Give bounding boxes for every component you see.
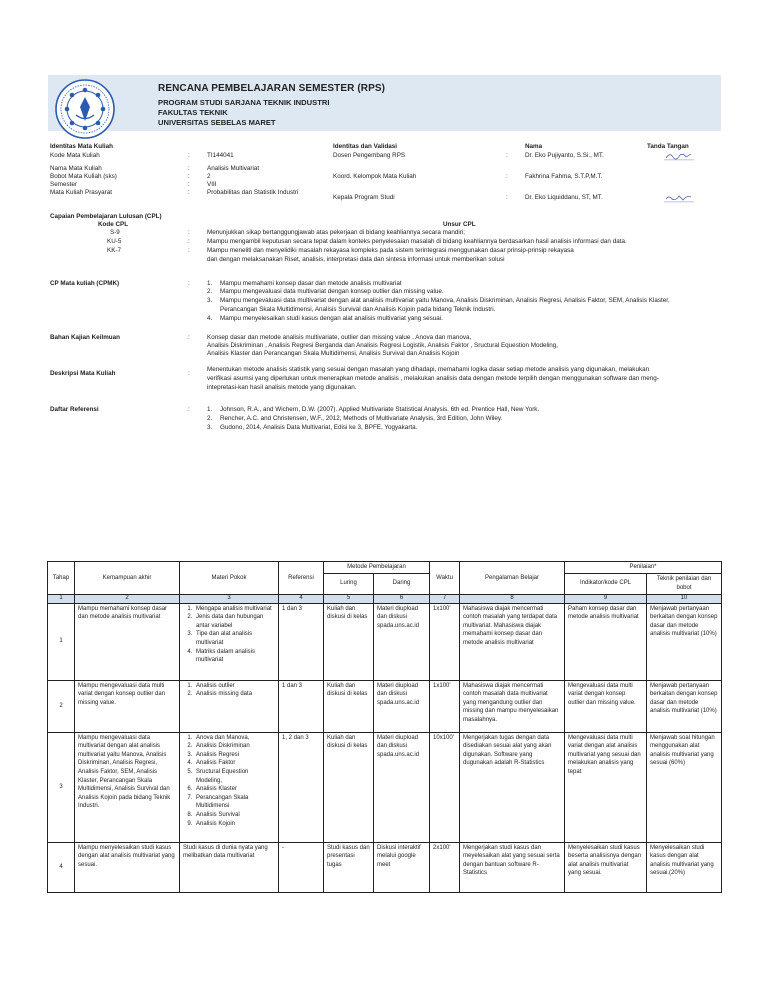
row-indikator: Mengevaluasi data multi variat dengan konsep outlier dan missing value. [565,680,647,732]
identity-label: Nama Mata Kuliah [50,165,102,172]
identity-value: TI144041 [207,152,234,159]
column-number: 8 [460,594,565,603]
row-teknik: Menjawab pertanyaan berkaitan dengan konsep dasar dan metode analisis multivariat (10%) [647,603,722,680]
row-daring: Diskusi interaktif melalui google meet [374,842,430,892]
identity-value: VIII [207,181,217,188]
materi-item: 2. Analisis missing data [194,690,275,699]
header-tahap: Tahap [48,562,75,595]
identity-label: Mata Kuliah Prasyarat [50,189,112,196]
cpmk-title: CP Mata kuliah (CPMK) [50,280,120,287]
cpl-text: Mampu mengambil keputusan secara tepat dalam konteks penyelesaian masalah di bidang keahliannya berdasarkan hasil analisis informasi dan data. [207,238,627,245]
row-kemampuan: Mampu mengevaluasi data multivariat dengan alat analisis multivariat yaitu Manova, Analisis Diskriminan, Analisis Regresi, Analisis Faktor, SEM, Analisis Klaster, Perancangan Skala Multidimensi, Analisis Survival dan Analisis Kojoin pada bidang Teknik Industri. [75,732,180,842]
deskripsi-line: verifikasi asumsi yang diperlukan untuk menerapkan metode analisis , melakukan analisis data dengan metode terpilih dengan menggunakan software dan meng- [207,375,659,382]
row-indikator: Menyelesaikan studi kasus beserta analisisnya dengan alat analisis multivariat yang sesuai. [565,842,647,892]
header-luring: Luring [324,573,374,594]
referensi-item: Johnson, R.A., and Wichern, D.W. (2007). Applied Multivariate Statistical Analysis. 6th ed. Prentice Hall, New York. [220,406,540,413]
row-referensi: - [279,842,324,892]
row-luring: Kuliah dan diskusi di kelas [324,680,374,732]
validation-name: Fakhrina Fahma, S.T.P,M.T. [525,173,603,180]
row-waktu: 10x100' [430,732,460,842]
table-row [48,842,722,892]
identity-label: Semester [50,181,77,188]
referensi-sep: : [188,406,190,413]
cpl-text: Menunjukkan sikap bertanggungjawab atas pekerjaan di bidang keahliannya secara mandiri; [207,229,465,236]
referensi-num: 3. [207,424,213,431]
university-seal-logo [54,78,116,140]
cpmk-num: 4. [207,315,213,322]
cpmk-item: Mampu menyelesaikan studi kasus dengan alat analisis multivariat yang sesuai. [220,315,443,322]
header-pengalaman: Pengalaman Belajar [460,562,565,595]
university-name: UNIVERSITAS SEBELAS MARET [158,118,276,127]
cpmk-num: 1. [207,280,213,287]
row-materi [180,680,279,732]
referensi-item: Rencher, A.C. and Christensen, W.F., 2012, Methods of Multivariate Analysis, 3rd Edition, John Wiley. [220,415,503,422]
row-pengalaman: Mengerjakan studi kasus dan meyelesaikan alat yang sesuai serta dengan bantuan software R-Statistics [460,842,565,892]
identity-value: Probabilitas dan Statistik Industri [207,189,299,196]
cpl-unsur-header: Unsur CPL [443,221,476,228]
cpmk-item-cont: Perancangan Skala Multidimensi, Analisis Survival dan Analisis Kojoin pada bidang Teknik Industri. [220,306,496,313]
header-waktu: Waktu [430,562,460,595]
identity-value: 2 [207,173,211,180]
cpl-section-title: Capaian Pembelajaran Lulusan (CPL) [50,213,162,220]
materi-item: 2. Jenis data dan hubungan antar variabel [194,613,275,630]
signature-header: Tanda Tangan [647,143,689,150]
row-pengalaman: Mahasiswa diajak mencermati contoh masalah data multivariat yang mengandung outlier dan missing dan mampu menyelesaikan masalahnya. [460,680,565,732]
row-luring: Kuliah dan diskusi di kelas [324,732,374,842]
row-tahap: 4 [48,842,75,892]
cpmk-item: Mampu mengevaluasi data multivariat dengan alat analisis multivariat yaitu Manova, Analisis Diskriminan, Analisis Regresi, Analisis Faktor, SEM, Analisis Klaster, [220,297,670,304]
header-referensi: Referensi [279,562,324,595]
cpl-text-cont: dan dengan melaksanakan Riset, analisis, interpretasi data dan sintesa informasi untuk memberikan solusi [207,256,505,263]
materi-item: 4. Matriks dalam analisis multivariat [194,648,275,665]
cpmk-num: 3. [207,297,213,304]
row-tahap: 2 [48,680,75,732]
row-kemampuan: Mampu memahami konsep dasar dan metode analisis multivariat [75,603,180,680]
cpl-code: KK-7 [107,247,121,254]
header-materi: Materi Pokok [180,562,279,595]
column-number: 2 [75,594,180,603]
cpl-sep: : [188,229,190,236]
row-teknik: Menyelesaikan studi kasus dengan alat analisis multivariat yang sesuai.(20%) [647,842,722,892]
header-metode: Metode Pembelajaran [324,562,430,574]
cpl-code: KU-5 [107,238,122,245]
row-teknik: Menjawab pertanyaan berkaitan dengan konsep dasar dan metode analisis multivariat (10%) [647,680,722,732]
row-materi [180,603,279,680]
row-waktu: 1x100' [430,603,460,680]
identity-value: Analisis Multivariat [207,165,260,172]
materi-item: 1. Anova dan Manova, [194,734,275,743]
rps-schedule-table [47,561,722,893]
row-tahap: 1 [48,603,75,680]
cpmk-item: Mampu mengevaluasi data multivariat dengan konsep outlier dan missing value. [220,288,444,295]
row-daring: Materi diupload dan diskusi spada.uns.ac.id [374,732,430,842]
validation-role: Koord. Kelompok Mata Kuliah [333,173,417,180]
column-number: 9 [565,594,647,603]
row-indikator: Mengevaluasi data multi variat dengan alat analisis multivariat yang sesuai dan melakukan analisis yang tepat [565,732,647,842]
row-referensi: 1, 2 dan 3 [279,732,324,842]
materi-item: 1. Mengapa analisis multivariat [194,605,275,614]
identity-label: Bobot Mata Kuliah (sks) [50,173,117,180]
signature-image [664,151,694,161]
materi-item: 8. Analisis Survival [194,811,275,820]
identity-sep: : [188,165,190,172]
referensi-num: 2. [207,415,213,422]
column-number-row [48,594,722,603]
row-pengalaman: Mengerjakan tugas dengan data disediakan sesuai alat yang akan digunakan. Software yang dugunakan adalah R-Statistics [460,732,565,842]
bahan-line: Konsep dasar dan metode analisis multivariate, outlier dan missing value , Anova dan manova, [207,334,472,341]
validation-name: Dr. Eko Pujiyanto, S.Si., MT. [525,152,604,159]
materi-item: 1. Analisis outlier [194,682,275,691]
validation-name: Dr. Eko Liquiddanu, ST, MT. [525,194,603,201]
materi-item: 5. Sructural Equestion Modeling, [194,768,275,785]
row-waktu: 1x100' [430,680,460,732]
cpl-code: S-9 [110,229,120,236]
name-header: Nama [525,143,543,150]
table-row [48,603,722,680]
validation-role: Dosen Pengembang RPS [333,152,406,159]
cpl-text: Mampu meneliti dan menyelidiki masalah rekayasa kompleks pada sistem terintegrasi menggunakan dasar prinsip-prinsip rekayasa [207,247,574,254]
faculty-name: FAKULTAS TEKNIK [158,108,228,117]
table-row [48,680,722,732]
row-daring: Materi diupload dan diskusi spada.uns.ac.id [374,680,430,732]
referensi-num: 1. [207,406,213,413]
row-waktu: 2x100' [430,842,460,892]
document-title: RENCANA PEMBELAJARAN SEMESTER (RPS) [158,83,386,94]
validation-sep: : [506,152,508,159]
column-number: 6 [374,594,430,603]
column-number: 10 [647,594,722,603]
row-indikator: Paham konsep dasar dan metode analisis multivariat [565,603,647,680]
header-daring: Daring [374,573,430,594]
column-number: 3 [180,594,279,603]
validation-sep: : [506,194,508,201]
row-daring: Materi diupload dan diskusi spada.uns.ac.id [374,603,430,680]
row-luring: Studi kasus dan presentasi tugas [324,842,374,892]
identity-sep: : [188,181,190,188]
program-name: PROGRAM STUDI SARJANA TEKNIK INDUSTRI [158,98,330,107]
header-kemampuan: Kemampuan akhir [75,562,180,595]
identity-sep: : [188,189,190,196]
cpl-sep: : [188,247,190,254]
materi-item: 4. Analisis Faktor [194,759,275,768]
validation-role: Kepala Program Studi [333,194,395,201]
row-luring: Kuliah dan diskusi di kelas [324,603,374,680]
cpmk-sep: : [188,280,190,287]
row-referensi: 1 dan 3 [279,680,324,732]
deskripsi-sep: : [188,370,190,377]
referensi-title: Daftar Referensi [50,406,99,413]
row-referensi: 1 dan 3 [279,603,324,680]
referensi-item: Gudono, 2014, Analisis Data Multivariat, Edisi ke 3, BPFE, Yogyakarta. [220,424,418,431]
materi-item: 6. Analisis Klaster [194,785,275,794]
bahan-line: Analisis Klaster dan Perancangan Skala Multidimensi, Analisis Survival dan Analisis Kojoin [207,350,460,357]
row-kemampuan: Mampu mengevaluasi data multi variat dengan konsep outlier dan missing value. [75,680,180,732]
row-teknik: Menjawab soal hitungan menggunakan alat analisis multivariat yang sesuai (60%) [647,732,722,842]
materi-item: 7. Perancangan Skala Multidimensi [194,794,275,811]
cpl-code-header: Kode CPL [98,221,129,228]
row-materi: Studi kasus di dunia nyata yang melibatkan data multivariat [180,842,279,892]
identity-sep: : [188,152,190,159]
column-number: 4 [279,594,324,603]
row-kemampuan: Mampu menyelesaikan studi kasus dengan alat analisis multivariat yang sesuai. [75,842,180,892]
signature-image [664,193,694,203]
materi-item: 9. Analisis Kojoin [194,820,275,829]
bahan-sep: : [188,334,190,341]
row-materi [180,732,279,842]
column-number: 5 [324,594,374,603]
identity-section-title: Identitas Mata Kuliah [50,143,113,150]
column-number: 7 [430,594,460,603]
validation-sep: : [506,173,508,180]
header-indikator: Indikator/kode CPL [565,573,647,594]
table-row [48,732,722,842]
bahan-title: Bahan Kajian Keilmuan [50,334,120,341]
header-penilaian: Penilaian* [565,562,722,574]
deskripsi-line: Menentukan metode analisis statistik yang sesuai dengan masalah yang dihadapi, memahami logika dasar setiap metode analisis yang digunakan, melakukan [207,366,650,373]
bahan-line: Analisis Diskriminan , Analisis Regresi Berganda dan Analisis Regresi Logistik, Analisis Faktor , Sructural Equestion Modeling, [207,342,559,349]
materi-item: 3. Tipe dan alat analisis multivariat [194,630,275,647]
validation-section-title: Identitas dan Validasi [333,143,398,150]
header-teknik: Teknik penilaian dan bobot [647,573,722,594]
identity-sep: : [188,173,190,180]
column-number: 1 [48,594,75,603]
materi-item: 2. Analisis Diskriminan [194,742,275,751]
cpmk-num: 2. [207,288,213,295]
identity-label: Kode Mata Kuliah [50,152,100,159]
row-pengalaman: Mahasiswa diajak mencermati contoh masalah yang terdapat data multivariat. Mahasiswa diajak memahami konsep dasar dan metode analisis multivariat [460,603,565,680]
deskripsi-title: Deskripsi Mata Kuliah [50,370,116,377]
deskripsi-line: intepretasi-kan hasil analisis metode yang digunakan. [207,384,357,391]
materi-item: 3. Analisis Regresi [194,751,275,760]
cpmk-item: Mampu memahami konsep dasar dan metode analisis multivariat [220,280,402,287]
row-tahap: 3 [48,732,75,842]
cpl-sep: : [188,238,190,245]
